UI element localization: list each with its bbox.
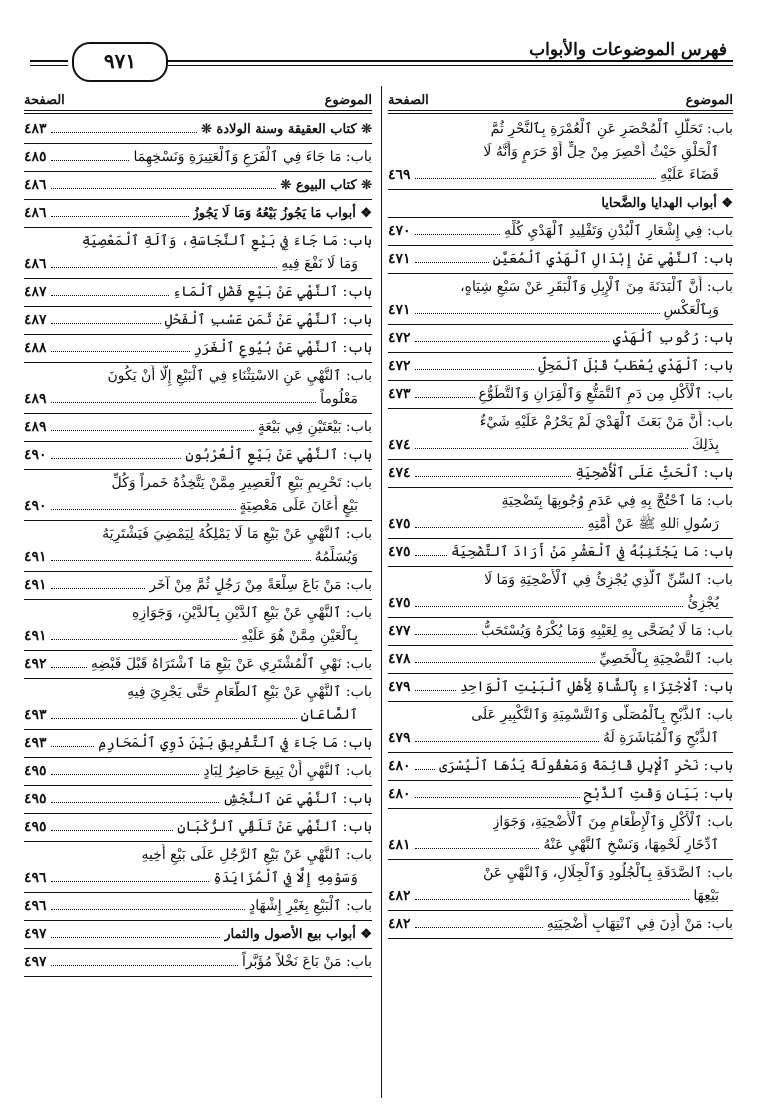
index-entry [388,539,733,567]
entry-title-line: بِٱلْعَيْنِ مِمَّنْ هُوَ عَلَيْهِ [241,628,358,644]
leader-dots [51,448,182,459]
leader-dots [415,889,690,900]
leader-dots [415,596,684,607]
right-column-header [388,86,733,108]
index-entry [388,460,733,488]
index-entry [388,781,733,809]
index-entry [388,353,733,381]
index-entry [24,893,372,921]
entry-page-number: ٤٧٢ [388,330,411,346]
column-divider [381,86,382,1098]
entry-page-number: ٤٦٩ [388,167,411,183]
index-entry [388,860,733,911]
index-entry [388,325,733,353]
leader-dots [51,927,221,938]
index-entry [388,381,733,409]
entry-title-line: باب: مَا لَا يُضَحَّى بِهِ لِعَيْبِهِ وَمَا يُكْرَهُ وَيُسْتَحَبُّ [481,623,733,639]
entry-page-number: ٤٩٦ [24,898,47,914]
index-entry [24,949,372,977]
index-entry [24,814,372,842]
entry-page-number: ٤٩٢ [24,656,47,672]
index-entry [24,572,372,600]
entry-title-line: ❖ أبواب الهدايا والضَّحايا [601,196,733,211]
entry-title-line: ❖ أبواب مَا يَجُوزُ بَيْعُهُ وَمَا لَا يَجُوزُ [192,206,372,221]
index-entry [24,786,372,814]
entry-page-number: ٤٧٥ [388,516,411,532]
index-entry [24,921,372,949]
entry-title-line: باب: ٱلْحَثِّ عَلَى ٱلْأُضْحِيَةِ [575,465,733,481]
index-entry [24,842,372,893]
entry-title-line: باب: رُكُوبِ ٱلْهَدْيِ [612,330,733,346]
entry-page-number: ٤٨٠ [388,758,411,774]
index-entry [24,414,372,442]
index-entry [24,730,372,758]
leader-dots [51,341,190,352]
entry-title-line: باب: ٱلْأَكْلِ مِن دَمِ ٱلتَّمَتُّعِ وَٱلْقِرَانِ وَٱلتَّطَوُّعِ [478,386,733,402]
leader-dots [51,708,297,719]
index-entry [24,442,372,470]
index-entry [388,567,733,618]
entry-page-number: ٤٩٧ [24,954,47,970]
leader-dots [51,736,95,747]
entry-title-line: باب: ٱلْاجْتِزَاءِ بِٱلشَّاةِ لِأَهْلِ ٱلْبَيْتِ ٱلْوَاحِدِ [459,679,733,695]
index-entry [24,116,372,144]
entry-title-line: بَيْعٍ أَعَانَ عَلَى مَعْصِيَةٍ [239,498,358,514]
left-column-entries [24,116,372,977]
entry-title-line: باب: ٱلتَّضْحِيَةِ بِٱلْخَصِيِّ [599,651,733,667]
entry-title-line: باب: مَنْ بَاعَ نَخْلاً مُؤَبَّراً [241,954,372,970]
index-entry [24,279,372,307]
left-column [24,86,372,1098]
index-entry [388,809,733,860]
leader-dots [51,178,277,189]
entry-title-line: وَسَوْمِهِ إِلَّا فِي ٱلْمُزَايَدَةِ [213,870,358,886]
entry-title-line: ٱلْحَلْقِ حَيْثُ أُحْصِرَ مِنْ حِلٍّ أَوْ حَرَمٍ وَأَنَّهُ لَا [483,144,719,160]
entry-page-number: ٤٩٣ [24,735,47,751]
index-entry [24,679,372,730]
index-entry [388,702,733,753]
entry-title-line: باب: أَنَّ ٱلْبَدَنَةَ مِنَ ٱلْإِبِلِ وَٱلْبَقَرِ عَنْ سَبْعِ شِيَاهٍ، [460,279,733,295]
entry-title-line: ٱلصَّاعَانِ [300,707,358,723]
index-entry [388,618,733,646]
entry-title-line: باب: ٱلسِّنِّ ٱلَّذِي يُجْزِئُ فِي ٱلْأُضْحِيَةِ وَمَا لَا [484,572,733,588]
leader-dots [51,820,174,831]
leader-dots [51,657,87,668]
entry-title-line: باب: مَا ٱحْتُجَّ بِهِ فِي عَدَمِ وُجُوبِهَا بِتَضْحِيَةِ [501,493,733,509]
right-column [388,86,733,1098]
leader-dots [415,787,580,798]
index-entry [388,218,733,246]
index-entry [388,246,733,274]
entry-page-number: ٤٨٢ [388,888,411,904]
index-entry [24,651,372,679]
index-entry [388,646,733,674]
leader-dots [51,150,130,161]
entry-title-line: باب: ٱلنَّهْيِ عَنْ بَيْعِ مَا لَا يَمْلِكُهُ لِيَمْضِيَ فَيَشْتَرِيَهُ [102,526,372,542]
index-entry [24,470,372,521]
entry-page-number: ٤٨٦ [24,205,47,221]
entry-page-number: ٤٧٧ [388,623,411,639]
entry-page-number: ٤٨٠ [388,786,411,802]
leader-dots [415,624,478,635]
index-entry [388,674,733,702]
entry-title-line: باب: ٱلنَّهْيِ عَنْ تَلَقِّي ٱلرُّكْبَانِ [177,819,372,835]
entry-title-line: باب: بَيَانِ وَقْتِ ٱلذَّبْحِ [583,786,733,802]
entry-title-line: مَعْلُوماً [320,391,358,407]
entry-page-number: ٤٩٠ [24,447,47,463]
leader-dots [415,680,456,691]
entry-page-number: ٤٨٢ [388,916,411,932]
topic-heading: الموضوع [324,93,372,108]
entry-title-line: باب: ٱلنَّهْيِ عَنْ ثَمَنِ عَسْبِ ٱلْفَحْلِ [164,312,372,328]
leader-dots [415,917,543,928]
entry-title-line: باب: ٱلنَّهْيِ عَنْ بَيْعِ ٱلطَّعَامِ حَتَّى يَجْرِيَ فِيهِ [127,684,372,700]
entry-title-line: باب: ٱلنَّهْيِ عَنِ الاسْتِثْنَاءِ فِي ٱلْبَيْعِ إِلَّا أَنْ يَكُونَ [107,368,372,384]
entry-page-number: ٤٨٣ [24,121,47,137]
right-column-entries [388,116,733,939]
entry-title-line: باب: تَحْرِيمِ بَيْعِ ٱلْعَصِيرِ مِمَّنْ يَتَّخِذُهُ خَمراً وَكُلِّ [111,475,372,491]
leader-dots [415,303,660,314]
entry-title-line: ❖ أبواب بيع الأصول والثمار [224,927,372,942]
entry-page-number: ٤٩٦ [24,870,47,886]
entry-title-line: باب: أَنَّ مَنْ بَعَثَ ٱلْهَدْيَ لَمْ يَحْرُمْ عَلَيْهِ شَيْءٌ [479,414,733,430]
leader-dots [51,764,200,775]
entry-title-line: باب: بَيْعَتَيْنِ فِي بَيْعَةٍ [257,419,372,435]
entry-page-number: ٤٧٤ [388,437,411,453]
entry-title-line: باب: مَا جَاءَ فِي ٱلْفَرَعِ وَٱلْعَتِيرَةِ وَنَسْخِهِمَا [133,149,372,165]
index-entry [388,116,733,190]
leader-dots [415,224,501,235]
entry-title-line: باب: فِي إِشْعَارِ ٱلْبُدْنِ وَتَقْلِيدِ ٱلْهَدْيِ كُلِّهِ [504,223,733,239]
leader-dots [51,629,238,640]
entry-page-number: ٤٧١ [388,251,411,267]
entry-title-line: باب: ٱلنَّهْيِ عَنْ إِبْدَالِ ٱلْهَدْيِ ٱلْمُعَيَّنِ [492,251,733,267]
leader-dots [415,652,596,663]
index-entry [24,228,372,279]
entry-title-line: وَبِٱلْعَكْسِ [663,302,719,318]
entry-title-line: باب: ٱلْبَيْعِ بِغَيْرِ إِشْهَادٍ [249,898,372,914]
entry-page-number: ٤٧١ [388,302,411,318]
entry-title-line: ❊ كتاب البيوع ❊ [280,178,372,193]
entry-title-line: باب: ٱلنَّهْيِ عَنْ بَيْعِ ٱلدَّيْنِ بِٱلدَّيْنِ، وَجَوَازِهِ [132,605,372,621]
running-header [30,36,733,82]
entry-page-number: ٤٧٨ [388,651,411,667]
entry-title-line: باب: ٱلْأَكْلِ وَٱلْإِطْعَامِ مِنَ ٱلْأُضْحِيَةِ، وَجَوَازِ [492,814,733,830]
index-entry [24,521,372,572]
index-entry [24,335,372,363]
entry-title-line: رَسُولِ ٱللهِ ﷺ عَنْ أُمَّتِهِ [587,516,719,532]
entry-title-line: باب: نَحْرِ ٱلْإِبِلِ قَائِمَةً وَمَعْقُولَةً يَدُهَا ٱلْيُسْرَى [439,758,733,774]
entry-title-line: باب: مَا يَجْتَنِبُهُ فِي ٱلْعَشْرِ مَنْ أَرَادَ ٱلتَّضْحِيَةَ [451,544,733,560]
leader-dots [51,899,245,910]
entry-title-line: بَيْعِهَا [693,888,719,904]
entry-page-number: ٤٩١ [24,628,47,644]
index-entry [24,600,372,651]
entry-title-line: باب: ٱلذَّبْحِ بِٱلْمُصَلَّى وَٱلتَّسْمِيَةِ وَٱلتَّكْبِيرِ عَلَى [471,707,733,723]
entry-page-number: ٤٩١ [24,577,47,593]
entry-title-line: باب: ٱلنَّهْيِ عَنْ بَيْعِ ٱلْعُرْبُونِ [185,447,372,463]
entry-page-number: ٤٩٥ [24,819,47,835]
leader-dots [415,466,572,477]
entry-page-number: ٤٧٣ [388,386,411,402]
index-entry [24,172,372,200]
page-number: ٩٧١ [72,42,168,82]
entry-page-number: ٤٨٩ [24,391,47,407]
page-heading: الصفحة [24,93,65,108]
entry-title-line: باب: ٱلصَّدَقَةِ بِٱلْجُلُودِ وَٱلْجِلَالِ، وَٱلنَّهْيِ عَنْ [483,865,733,881]
entry-title-line: باب: ٱلنَّهْيِ عَنْ بَيْعِ ٱلرَّجُلِ عَلَى بَيْعِ أَخِيهِ [141,847,372,863]
entry-page-number: ٤٨٧ [24,284,47,300]
index-entry [24,200,372,228]
index-entry [388,274,733,325]
entry-title-line: باب: ٱلنَّهْيِ أَنْ يَبِيعَ حَاضِرٌ لِبَادٍ [203,763,372,779]
topic-heading: الموضوع [685,93,733,108]
left-column-header [24,86,372,108]
index-entry [388,488,733,539]
entry-title-line: بِذَلِكَ [691,437,719,453]
leader-dots [415,168,657,179]
index-entry [24,144,372,172]
entry-page-number: ٤٨٦ [24,177,47,193]
entry-title-line: ٱلذَّبْحِ وَٱلْمُبَاشَرَةِ لَهُ [602,730,719,746]
entry-page-number: ٤٨٦ [24,256,47,272]
entry-title-line: باب: مَا جَاءَ فِي ٱلتَّفْرِيقِ بَيْنَ ذَوِي ٱلْمَحَارِمِ [98,735,372,751]
entry-page-number: ٤٧٠ [388,223,411,239]
entry-page-number: ٤٩٥ [24,763,47,779]
leader-dots [415,331,609,342]
entry-page-number: ٤٧٥ [388,595,411,611]
entry-title-line: ٱدِّخَارِ لَحْمِهَا، وَنَسْخِ ٱلنَّهْيِ عَنْهُ [543,837,719,853]
leader-dots [415,545,447,556]
leader-dots [415,438,688,449]
entry-page-number: ٤٨٧ [24,312,47,328]
leader-dots [51,313,161,324]
entry-page-number: ٤٨٥ [24,149,47,165]
entry-page-number: ٤٨٨ [24,340,47,356]
entry-page-number: ٤٩٧ [24,926,47,942]
entry-title-line: باب: مَا جَاءَ فِي بَيْعِ ٱلنَّجَاسَةِ، وَٱلَةِ ٱلْمَعْصِيَةِ [81,233,372,249]
entry-title-line: وَيُسَلِّمُهُ [314,549,358,565]
entry-title-line: باب: نَهْيِ ٱلْمُشْتَرِي عَنْ بَيْعِ مَا ٱشْتَرَاهُ قَبْلَ قَبْضِهِ [90,656,372,672]
leader-dots [51,550,311,561]
leader-dots [415,252,489,263]
leader-dots [51,392,317,403]
entry-title-line: باب: ٱلنَّهْيِ عَنْ بُيُوعِ ٱلْغَرَرِ [193,340,372,356]
entry-title-line: يُجْزِئُ [687,595,719,611]
page-heading: الصفحة [388,93,429,108]
index-entry [24,307,372,335]
entry-page-number: ٤٧٩ [388,679,411,695]
entry-title-line: وَمَا لَا نَفْعَ فِيهِ [281,256,358,272]
entry-title-line: باب: ٱلْهَدْيِ يُعْطَبُ قَبْلَ ٱلْمَحِلِّ [538,358,733,374]
entry-title-line: ❊ كتاب العقيقة وسنة الولادة ❊ [201,122,372,137]
index-entry [388,753,733,781]
leader-dots [51,792,219,803]
leader-dots [415,759,436,770]
index-entry [24,758,372,786]
entry-title-line: باب: ٱلنَّهْيِ عَنِ ٱلنَّجْشِ [222,791,372,807]
entry-page-number: ٤٧٥ [388,544,411,560]
leader-dots [415,359,535,370]
entry-page-number: ٤٩٣ [24,707,47,723]
index-entry [24,363,372,414]
entry-title-line: باب: تَحَلُّلِ ٱلْمُحْصَرِ عَنِ ٱلْعُمْرَةِ بِٱلنَّحْرِ ثُمَّ [490,121,733,137]
index-entry [388,190,733,218]
entry-page-number: ٤٩٥ [24,791,47,807]
leader-dots [51,578,146,589]
index-entry [388,409,733,460]
leader-dots [415,838,540,849]
leader-dots [51,257,278,268]
entry-page-number: ٤٨٩ [24,419,47,435]
page-title: فهرس الموضوعات والأبواب [529,40,727,60]
entry-page-number: ٤٧٩ [388,730,411,746]
entry-title-line: قَضَاءَ عَلَيْهِ [660,167,719,183]
entry-page-number: ٤٧٢ [388,358,411,374]
entry-page-number: ٤٧٤ [388,465,411,481]
leader-dots [415,731,599,742]
leader-dots [51,122,197,133]
entry-page-number: ٤٨١ [388,837,411,853]
leader-dots [51,871,210,882]
leader-dots [51,206,189,217]
entry-title-line: باب: مَنْ بَاعَ سِلْعَةً مِنْ رَجُلٍ ثُمَّ مِنْ آخَر [149,577,372,593]
leader-dots [51,420,254,431]
leader-dots [51,955,238,966]
entry-title-line: باب: ٱلنَّهْيِ عَنْ بَيْعِ فَضْلِ ٱلْمَاءِ [172,284,372,300]
index-entry [388,911,733,939]
leader-dots [415,387,475,398]
leader-dots [51,499,236,510]
leader-dots [415,517,584,528]
entry-page-number: ٤٩٠ [24,498,47,514]
entry-title-line: باب: مَنْ أَذِنَ فِي ٱنْتِهَابِ أُضْحِيَتِهِ [546,916,733,932]
entry-page-number: ٤٩١ [24,549,47,565]
leader-dots [51,285,169,296]
